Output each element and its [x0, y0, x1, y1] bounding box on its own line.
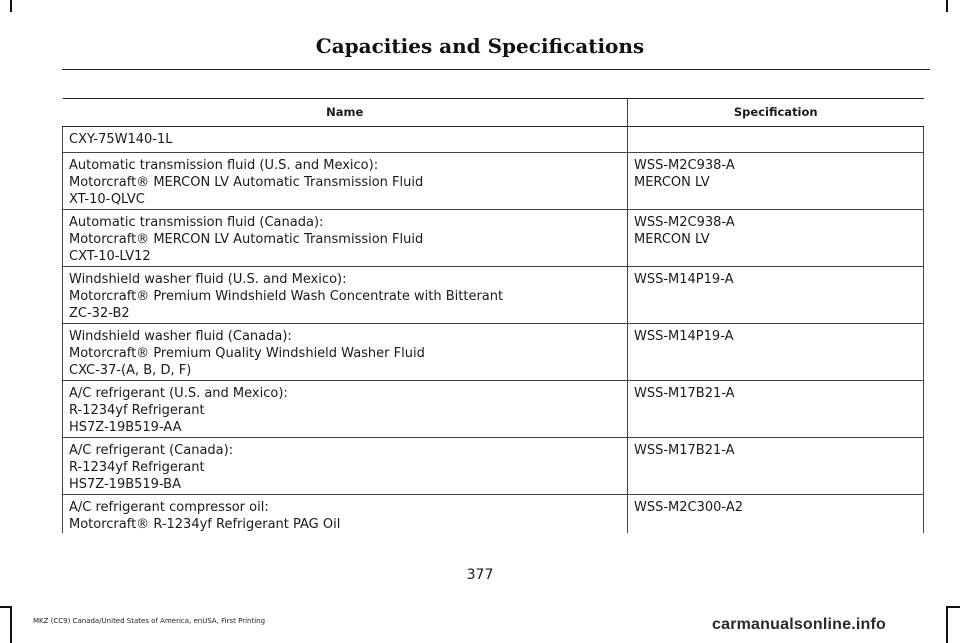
page-number: 377 [466, 567, 494, 583]
table-body [63, 127, 924, 534]
table-row [63, 153, 924, 210]
cell-name-line: R-1234yf Refrigerant [69, 460, 205, 475]
table-row [63, 267, 924, 324]
cell-specification-line: WSS-M2C938-A [634, 215, 735, 230]
cell-specification-line: WSS-M17B21-A [634, 443, 735, 458]
cell-name-line: A/C refrigerant compressor oil: [69, 500, 269, 515]
cell-specification [628, 153, 924, 210]
cell-name [63, 267, 628, 324]
cell-name-line: Windshield washer fluid (Canada): [69, 329, 292, 344]
cell-specification [628, 381, 924, 438]
column-header-specification: Specification [628, 99, 924, 127]
crop-mark-bottom-right-h [946, 606, 960, 608]
watermark-logo: carmanualsonline.info [712, 616, 887, 633]
table-row [63, 210, 924, 267]
table-row [63, 324, 924, 381]
cell-name-line: A/C refrigerant (U.S. and Mexico): [69, 386, 288, 401]
cell-name-line: XT-10-QLVC [69, 192, 145, 207]
cell-specification [628, 438, 924, 495]
cell-name [63, 438, 628, 495]
crop-mark-top-right-v [946, 0, 948, 12]
cell-name [63, 127, 628, 153]
cell-name-line: Automatic transmission fluid (U.S. and Mexico): [69, 158, 379, 173]
crop-mark-top-left-v [10, 0, 12, 12]
table-row [63, 438, 924, 495]
cell-name-line: Automatic transmission fluid (Canada): [69, 215, 324, 230]
cell-specification [628, 267, 924, 324]
cell-name [63, 381, 628, 438]
cell-name [63, 210, 628, 267]
cell-name-line: CXC-37-(A, B, D, F) [69, 363, 192, 378]
table-row [63, 495, 924, 534]
cell-name-line: A/C refrigerant (Canada): [69, 443, 234, 458]
cell-specification-line: WSS-M17B21-A [634, 386, 735, 401]
cell-name-line: HS7Z-19B519-AA [69, 420, 182, 435]
cell-name [63, 153, 628, 210]
specification-table [62, 98, 924, 533]
cell-name-line: Motorcraft® MERCON LV Automatic Transmission Fluid [69, 232, 424, 247]
table-header-row [63, 99, 924, 127]
cell-name-line: Motorcraft® Premium Quality Windshield Washer Fluid [69, 346, 425, 361]
cell-name-line: Motorcraft® Premium Windshield Wash Concentrate with Bitterant [69, 289, 504, 304]
cell-specification [628, 324, 924, 381]
cell-specification [628, 495, 924, 534]
edition-footer: MKZ (CC9) Canada/United States of America, enUSA, First Printing [33, 617, 266, 625]
table-row [63, 127, 924, 153]
crop-mark-bottom-left-h [0, 606, 12, 608]
crop-mark-bottom-left-v [10, 606, 12, 643]
cell-specification-line: WSS-M14P19-A [634, 329, 734, 344]
cell-specification [628, 210, 924, 267]
header-rule [62, 69, 930, 70]
table-row [63, 381, 924, 438]
cell-specification-line: WSS-M2C938-A [634, 158, 735, 173]
crop-mark-bottom-right-v [946, 606, 948, 643]
cell-name-line: R-1234yf Refrigerant [69, 403, 205, 418]
cell-specification [628, 127, 924, 153]
cell-name [63, 324, 628, 381]
cell-specification-line: MERCON LV [634, 175, 710, 190]
column-header-name: Name [63, 99, 628, 127]
cell-specification-line: MERCON LV [634, 232, 710, 247]
cell-name-line: CXY-75W140-1L [69, 132, 173, 147]
cell-name-line: Windshield washer fluid (U.S. and Mexico): [69, 272, 347, 287]
cell-name [63, 495, 628, 534]
cell-specification-line: WSS-M14P19-A [634, 272, 734, 287]
cell-name-line: HS7Z-19B519-BA [69, 477, 181, 492]
page-title: Capacities and Specifications [315, 34, 645, 58]
cell-name-line: Motorcraft® MERCON LV Automatic Transmission Fluid [69, 175, 424, 190]
cell-name-line: CXT-10-LV12 [69, 249, 151, 264]
cell-name-line: Motorcraft® R-1234yf Refrigerant PAG Oil [69, 517, 341, 532]
cell-name-line: ZC-32-B2 [69, 306, 130, 321]
cell-specification-line: WSS-M2C300-A2 [634, 500, 743, 515]
